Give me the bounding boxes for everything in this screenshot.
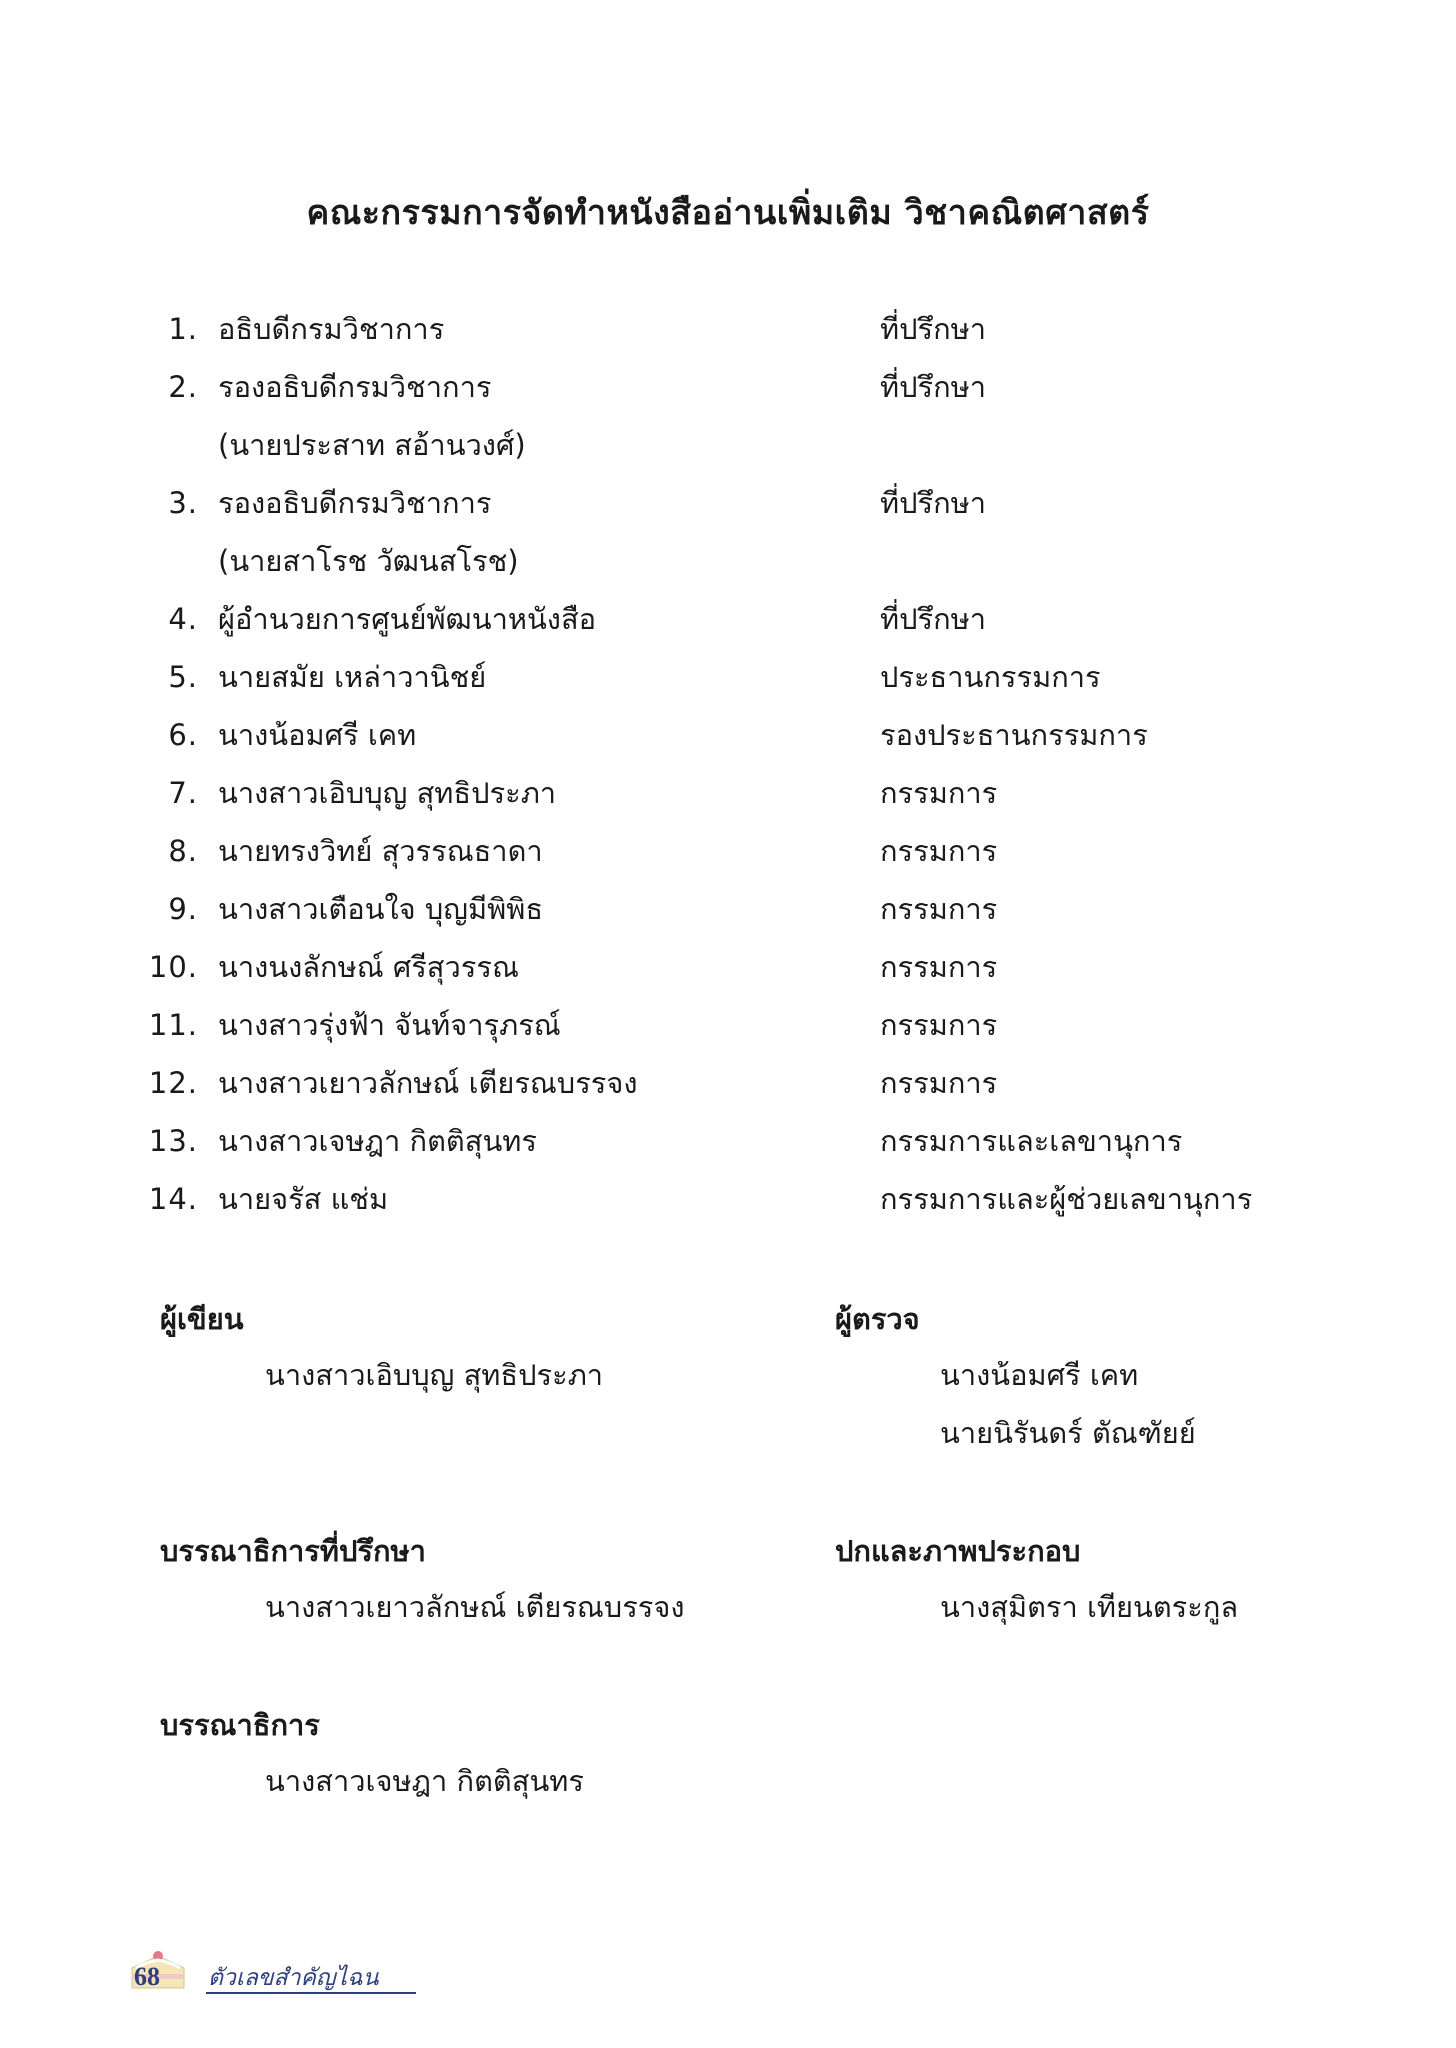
member-name: รองอธิบดีกรมวิชาการ xyxy=(218,486,492,520)
member-role: รองประธานกรรมการ xyxy=(880,718,1148,752)
member-role: ที่ปรึกษา xyxy=(880,312,987,346)
row-number: 9. xyxy=(168,892,198,926)
row-number: 11. xyxy=(148,1008,198,1042)
committee-row xyxy=(0,532,1456,590)
member-role: ที่ปรึกษา xyxy=(880,370,987,404)
row-number: 12. xyxy=(148,1066,198,1100)
committee-row xyxy=(0,300,1456,358)
committee-row xyxy=(0,938,1456,996)
committee-row xyxy=(0,1170,1456,1228)
book-title: ตัวเลขสำคัญไฉน xyxy=(208,1965,379,1991)
member-role: กรรมการ xyxy=(880,892,998,926)
committee-row xyxy=(0,764,1456,822)
advisory-editor-heading: บรรณาธิการที่ปรึกษา xyxy=(160,1534,426,1568)
row-number: 1. xyxy=(168,312,198,346)
committee-row xyxy=(0,822,1456,880)
committee-row xyxy=(0,1112,1456,1170)
member-role: กรรมการ xyxy=(880,776,998,810)
row-number: 13. xyxy=(148,1124,198,1158)
row-number: 2. xyxy=(168,370,198,404)
advisory-editor-name: นางสาวเยาวลักษณ์ เตียรณบรรจง xyxy=(265,1590,685,1624)
member-name: นางสาวรุ่งฟ้า จันท์จารุภรณ์ xyxy=(218,1008,561,1042)
committee-row xyxy=(0,880,1456,938)
member-role: กรรมการและเลขานุการ xyxy=(880,1124,1183,1158)
member-role: กรรมการ xyxy=(880,950,998,984)
row-number: 5. xyxy=(168,660,198,694)
row-number: 6. xyxy=(168,718,198,752)
committee-list xyxy=(0,300,1456,1228)
row-number: 3. xyxy=(168,486,198,520)
member-name: นางสาวเจษฎา กิตติสุนทร xyxy=(218,1124,537,1158)
member-name: นางสาวเตือนใจ บุญมีพิพิธ xyxy=(218,892,544,926)
writer-heading: ผู้เขียน xyxy=(160,1302,244,1336)
member-name: รองอธิบดีกรมวิชาการ xyxy=(218,370,492,404)
member-role: ที่ปรึกษา xyxy=(880,602,987,636)
member-name: นายจรัส แช่ม xyxy=(218,1182,389,1216)
row-number: 10. xyxy=(148,950,198,984)
member-name: นางสาวเอิบบุญ สุทธิประภา xyxy=(218,776,557,810)
member-name: นายทรงวิทย์ สุวรรณธาดา xyxy=(218,834,543,868)
row-number: 14. xyxy=(148,1182,198,1216)
footer-underline xyxy=(206,1992,416,1994)
committee-row xyxy=(0,358,1456,416)
committee-row xyxy=(0,706,1456,764)
committee-row xyxy=(0,996,1456,1054)
member-role: กรรมการและผู้ช่วยเลขานุการ xyxy=(880,1182,1253,1216)
member-name: นายสมัย เหล่าวานิชย์ xyxy=(218,660,487,694)
editor-heading: บรรณาธิการ xyxy=(160,1708,320,1742)
writer-name: นางสาวเอิบบุญ สุทธิประภา xyxy=(265,1358,604,1392)
reviewer-heading: ผู้ตรวจ xyxy=(835,1302,920,1336)
committee-row xyxy=(0,590,1456,648)
page-number: 68 xyxy=(134,1962,160,1991)
row-number: 4. xyxy=(168,602,198,636)
member-name: นางน้อมศรี เคท xyxy=(218,718,417,752)
member-role: กรรมการ xyxy=(880,1066,998,1100)
member-role: กรรมการ xyxy=(880,1008,998,1042)
member-role: ที่ปรึกษา xyxy=(880,486,987,520)
member-name: (นายสาโรช วัฒนสโรช) xyxy=(218,544,519,578)
member-role: กรรมการ xyxy=(880,834,998,868)
cover-illustration-heading: ปกและภาพประกอบ xyxy=(835,1534,1081,1568)
editor-name: นางสาวเจษฎา กิตติสุนทร xyxy=(265,1764,584,1798)
cover-illustration-name: นางสุมิตรา เทียนตระกูล xyxy=(940,1590,1239,1624)
reviewer-name: นายนิรันดร์ ตัณฑัยย์ xyxy=(940,1416,1196,1450)
committee-row xyxy=(0,1054,1456,1112)
page-title: คณะกรรมการจัดทำหนังสืออ่านเพิ่มเติม วิชาคณิตศาสตร์ xyxy=(306,193,1150,233)
committee-row xyxy=(0,416,1456,474)
member-name: ผู้อำนวยการศูนย์พัฒนาหนังสือ xyxy=(218,602,597,636)
member-name: นางสาวเยาวลักษณ์ เตียรณบรรจง xyxy=(218,1066,638,1100)
page-footer xyxy=(120,1948,420,1996)
member-role: ประธานกรรมการ xyxy=(880,660,1101,694)
member-name: นางนงลักษณ์ ศรีสุวรรณ xyxy=(218,950,519,984)
member-name: (นายประสาท สอ้านวงศ์) xyxy=(218,428,526,462)
committee-row xyxy=(0,474,1456,532)
committee-row xyxy=(0,648,1456,706)
row-number: 8. xyxy=(168,834,198,868)
reviewer-name: นางน้อมศรี เคท xyxy=(940,1358,1139,1392)
row-number: 7. xyxy=(168,776,198,810)
member-name: อธิบดีกรมวิชาการ xyxy=(218,312,445,346)
